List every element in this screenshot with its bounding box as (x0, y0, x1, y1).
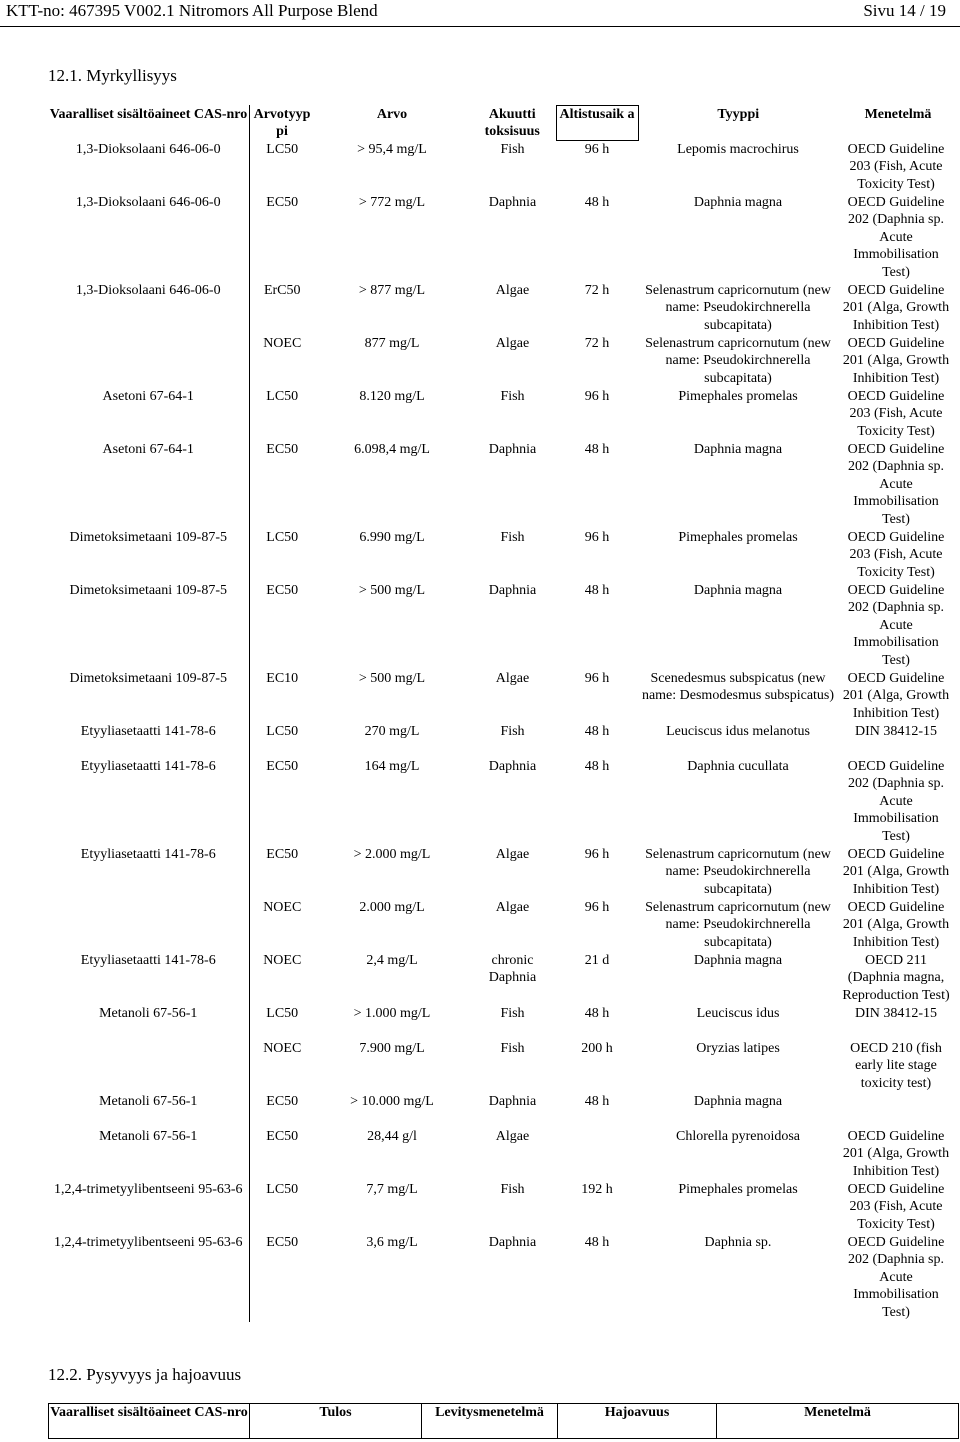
acute-toxicity: Algae (495, 899, 530, 915)
test-species: Oryzias latipes (696, 1040, 780, 1056)
test-method: OECD Guideline 203 (Fish, Acute Toxicity Test) (847, 141, 945, 192)
substance-name: Metanoli 67-56-1 (48, 1128, 249, 1181)
substance-name: Etyyliasetaatti 141-78-6 (48, 846, 249, 899)
col-header-substance: Vaaralliset sisältöaineet CAS-nro (49, 1404, 250, 1439)
toxicity-value: 6.990 mg/L (359, 529, 425, 545)
value-type: NOEC (263, 1040, 302, 1056)
acute-toxicity: Algae (495, 670, 530, 686)
table-row (48, 441, 958, 529)
exposure-time: 96 h (584, 670, 610, 686)
value-type: LC50 (266, 1181, 299, 1197)
table-row (48, 952, 958, 1005)
substance-name: Asetoni 67-64-1 (48, 441, 249, 529)
toxicity-value: 3,6 mg/L (366, 1234, 418, 1250)
acute-toxicity: Algae (495, 282, 530, 298)
toxicity-value: 28,44 g/l (367, 1128, 417, 1144)
test-species: Pimephales promelas (678, 1181, 798, 1197)
toxicity-value: 8.120 mg/L (359, 388, 425, 404)
toxicity-value: > 500 mg/L (358, 670, 426, 686)
col-header-method: Menetelmä (864, 106, 932, 122)
table-row (48, 582, 958, 670)
section-title-toxicity: 12.1. Myrkyllisyys (48, 66, 177, 85)
test-method: OECD Guideline 203 (Fish, Acute Toxicity Test) (847, 388, 945, 439)
acute-toxicity: Fish (500, 1005, 525, 1021)
toxicity-value: 6.098,4 mg/L (354, 441, 430, 457)
test-method: OECD Guideline 201 (Alga, Growth Inhibition Test) (842, 846, 950, 897)
test-method: OECD Guideline 202 (Daphnia sp. Acute Immobilisation Test) (847, 441, 945, 528)
test-method: OECD Guideline 201 (Alga, Growth Inhibition Test) (842, 1128, 950, 1179)
test-species: Leuciscus idus melanotus (666, 723, 810, 739)
toxicity-value: > 500 mg/L (358, 582, 426, 598)
test-method: OECD Guideline 201 (Alga, Growth Inhibition Test) (842, 335, 950, 386)
toxicity-value: 164 mg/L (364, 758, 420, 774)
column-divider (249, 105, 250, 1322)
acute-toxicity: Fish (500, 723, 525, 739)
toxicity-value: > 10.000 mg/L (350, 1093, 434, 1109)
test-species: Daphnia magna (693, 582, 783, 598)
exposure-time: 48 h (584, 1234, 610, 1250)
test-method: OECD Guideline 201 (Alga, Growth Inhibition Test) (842, 899, 950, 950)
test-method: OECD Guideline 202 (Daphnia sp. Acute Immobilisation Test) (847, 582, 945, 669)
test-method: OECD Guideline 203 (Fish, Acute Toxicity Test) (847, 529, 945, 580)
substance-name: Dimetoksimetaani 109-87-5 (48, 670, 249, 723)
value-type: ErC50 (263, 282, 301, 298)
header-divider (0, 26, 960, 27)
substance-name: 1,3-Dioksolaani 646-06-0 (48, 194, 249, 282)
test-method: OECD Guideline 202 (Daphnia sp. Acute Immobilisation Test) (847, 758, 945, 845)
test-species: Leuciscus idus (696, 1005, 780, 1021)
acute-toxicity: Daphnia (488, 441, 537, 457)
value-type: NOEC (263, 899, 302, 915)
substance-name: Dimetoksimetaani 109-87-5 (48, 529, 249, 582)
substance-name: 1,2,4-trimetyylibentseeni 95-63-6 (48, 1181, 249, 1234)
table-row (48, 1181, 958, 1234)
substance-name: Metanoli 67-56-1 (48, 1093, 249, 1128)
acute-toxicity: Fish (500, 529, 525, 545)
page-header (0, 0, 960, 22)
test-species: Daphnia magna (693, 1093, 783, 1109)
acute-toxicity: Fish (500, 1040, 525, 1056)
substance-name (48, 899, 249, 952)
acute-toxicity: Fish (500, 388, 525, 404)
toxicity-value: 877 mg/L (364, 335, 420, 351)
toxicity-value: 2.000 mg/L (359, 899, 425, 915)
exposure-time: 200 h (581, 1040, 613, 1056)
exposure-time: 48 h (584, 1005, 610, 1021)
acute-toxicity: Daphnia (488, 582, 537, 598)
substance-name: Asetoni 67-64-1 (48, 388, 249, 441)
value-type: EC50 (266, 582, 299, 598)
test-method: DIN 38412-15 (854, 723, 938, 739)
substance-name: Etyyliasetaatti 141-78-6 (48, 952, 249, 1005)
value-type: EC50 (266, 758, 299, 774)
value-type: LC50 (266, 529, 299, 545)
test-method: OECD Guideline 203 (Fish, Acute Toxicity Test) (847, 1181, 945, 1232)
col-header-result: Tulos (250, 1404, 422, 1439)
page-number: Sivu 14 / 19 (863, 1, 946, 20)
test-species: Selenastrum capricornutum (new name: Pseudokirchnerella subcapitata) (645, 282, 831, 333)
toxicity-value: > 772 mg/L (358, 194, 426, 210)
table-row (48, 899, 958, 952)
table-row (48, 529, 958, 582)
substance-name: Etyyliasetaatti 141-78-6 (48, 723, 249, 758)
value-type: LC50 (266, 141, 299, 157)
exposure-time: 96 h (584, 142, 610, 158)
value-type: NOEC (263, 952, 302, 968)
toxicity-table (48, 105, 959, 1322)
exposure-time: 48 h (584, 194, 610, 210)
test-species: Chlorella pyrenoidosa (675, 1128, 801, 1144)
toxicity-table-body (48, 141, 958, 1322)
test-species: Lepomis macrochirus (677, 141, 799, 157)
acute-toxicity: chronic Daphnia (488, 952, 537, 986)
col-header-application-method: Levitysmenetelmä (422, 1404, 558, 1439)
value-type: EC50 (266, 441, 299, 457)
test-method: OECD 210 (fish early lite stage toxicity test) (850, 1040, 942, 1091)
test-species: Pimephales promelas (678, 529, 798, 545)
acute-toxicity: Algae (495, 1128, 530, 1144)
test-species: Daphnia magna (693, 441, 783, 457)
test-species: Daphnia magna (693, 952, 783, 968)
toxicity-value: 270 mg/L (364, 723, 420, 739)
test-species: Selenastrum capricornutum (new name: Pseudokirchnerella subcapitata) (645, 899, 831, 950)
value-type: EC10 (266, 670, 299, 686)
toxicity-value: > 95,4 mg/L (357, 141, 427, 157)
value-type: LC50 (266, 1005, 299, 1021)
test-species: Scenedesmus subspicatus (new name: Desmodesmus subspicatus) (641, 670, 835, 704)
acute-toxicity: Algae (495, 335, 530, 351)
exposure-time: 96 h (584, 846, 610, 862)
table-row (48, 670, 958, 723)
section-title-persistence: 12.2. Pysyvyys ja hajoavuus (48, 1365, 242, 1384)
table-row (48, 758, 958, 846)
substance-name: 1,3-Dioksolaani 646-06-0 (48, 282, 249, 335)
acute-toxicity: Fish (500, 141, 525, 157)
table-row (48, 194, 958, 282)
value-type: EC50 (266, 1128, 299, 1144)
table-row (48, 1005, 958, 1040)
col-header-substance: Vaaralliset sisältöaineet CAS-nro (49, 106, 248, 122)
toxicity-value: > 2.000 mg/L (353, 846, 431, 862)
persistence-table (48, 1403, 959, 1439)
test-method: OECD Guideline 202 (Daphnia sp. Acute Immobilisation Test) (847, 194, 945, 281)
table-row (48, 723, 958, 758)
exposure-time: 72 h (584, 335, 610, 351)
value-type: EC50 (266, 846, 299, 862)
test-species: Selenastrum capricornutum (new name: Pseudokirchnerella subcapitata) (645, 846, 831, 897)
test-method (838, 1093, 958, 1128)
toxicity-value: > 877 mg/L (358, 282, 426, 298)
substance-name: Metanoli 67-56-1 (48, 1005, 249, 1040)
test-species: Daphnia magna (693, 194, 783, 210)
col-header-value-type: Arvotyyp pi (253, 106, 311, 140)
table-row (48, 335, 958, 388)
substance-name: 1,2,4-trimetyylibentseeni 95-63-6 (48, 1234, 249, 1322)
exposure-time: 72 h (584, 282, 610, 298)
exposure-time: 48 h (584, 758, 610, 774)
value-type: LC50 (266, 723, 299, 739)
table-row (48, 282, 958, 335)
test-method: OECD 211 (Daphnia magna, Reproduction Test) (842, 952, 950, 1003)
col-header-exposure-time: Altistusaik a (556, 106, 638, 141)
toxicity-value: 2,4 mg/L (366, 952, 418, 968)
substance-name: 1,3-Dioksolaani 646-06-0 (48, 141, 249, 194)
exposure-time: 48 h (584, 582, 610, 598)
value-type: EC50 (266, 1093, 299, 1109)
test-species: Pimephales promelas (678, 388, 798, 404)
table-row (48, 1234, 958, 1322)
test-method: DIN 38412-15 (854, 1005, 938, 1021)
exposure-time: 96 h (584, 529, 610, 545)
value-type: NOEC (263, 335, 302, 351)
value-type: EC50 (266, 1234, 299, 1250)
col-header-method: Menetelmä (717, 1404, 959, 1439)
value-type: EC50 (266, 194, 299, 210)
test-method: OECD Guideline 201 (Alga, Growth Inhibition Test) (842, 670, 950, 721)
document-id: KTT-no: 467395 V002.1 Nitromors All Purpose Blend (6, 1, 378, 20)
acute-toxicity: Daphnia (488, 194, 537, 210)
test-species: Daphnia sp. (704, 1234, 772, 1250)
exposure-time: 48 h (584, 723, 610, 739)
acute-toxicity: Fish (500, 1181, 525, 1197)
table-row (48, 1128, 958, 1181)
exposure-time: 96 h (584, 388, 610, 404)
table-row (48, 141, 958, 194)
toxicity-value: 7.900 mg/L (359, 1040, 425, 1056)
substance-name: Dimetoksimetaani 109-87-5 (48, 582, 249, 670)
test-method: OECD Guideline 201 (Alga, Growth Inhibition Test) (842, 282, 950, 333)
test-species: Selenastrum capricornutum (new name: Pseudokirchnerella subcapitata) (645, 335, 831, 386)
value-type: LC50 (266, 388, 299, 404)
acute-toxicity: Daphnia (488, 1093, 537, 1109)
acute-toxicity: Daphnia (488, 758, 537, 774)
exposure-time: 21 d (584, 952, 610, 968)
test-species: Daphnia cucullata (687, 758, 789, 774)
acute-toxicity: Daphnia (488, 1234, 537, 1250)
exposure-time: 48 h (584, 441, 610, 457)
substance-name (48, 1040, 249, 1093)
substance-name (48, 335, 249, 388)
table-row (48, 846, 958, 899)
exposure-time: 192 h (581, 1181, 613, 1197)
acute-toxicity: Algae (495, 846, 530, 862)
col-header-value: Arvo (376, 106, 408, 122)
table-row (48, 1093, 958, 1128)
toxicity-value: > 1.000 mg/L (353, 1005, 431, 1021)
substance-name: Etyyliasetaatti 141-78-6 (48, 758, 249, 846)
test-method: OECD Guideline 202 (Daphnia sp. Acute Immobilisation Test) (847, 1234, 945, 1321)
exposure-time (556, 1128, 638, 1181)
col-header-type: Tyyppi (717, 106, 760, 122)
col-header-acute-toxicity: Akuutti toksisuus (484, 106, 540, 140)
col-header-degradability: Hajoavuus (558, 1404, 717, 1439)
exposure-time: 96 h (584, 899, 610, 915)
toxicity-value: 7,7 mg/L (366, 1181, 418, 1197)
exposure-time: 48 h (584, 1093, 610, 1109)
table-row (48, 1040, 958, 1093)
table-row (48, 388, 958, 441)
